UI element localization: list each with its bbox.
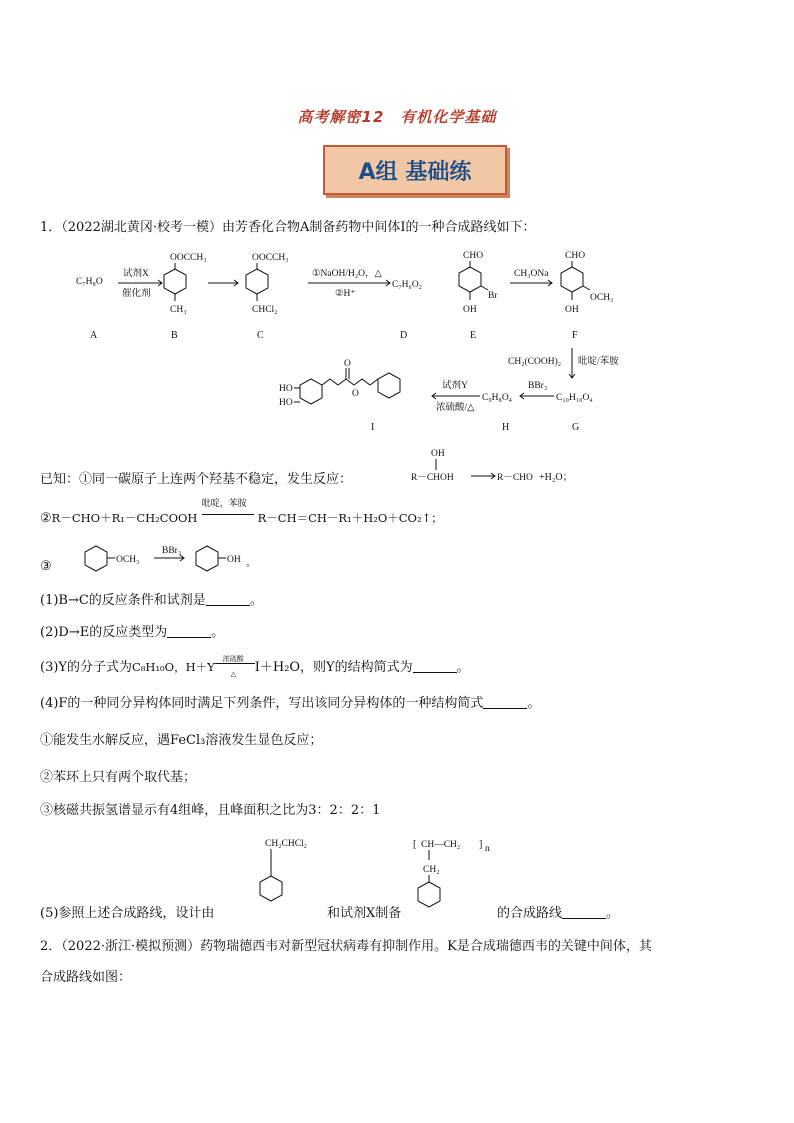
known-1-text: 已知：①同一碳原子上连两个羟基不稳定，发生反应： [40,472,353,487]
q1-intro: 1．（2022湖北黄冈·校考一模）由芳香化合物A制备药物中间体I的一种合成路线如下： [40,220,536,235]
q5-poly-backbone: CH—CH₂ [421,840,461,850]
malonic-label: CH₂(COOH)₂ [508,357,562,367]
q5-poly-n: n [485,844,490,854]
answer-blank-1[interactable] [206,593,250,606]
question-1-3-text-b: ，H＋Y [174,660,215,674]
synthesis-scheme [60,238,700,438]
q2-line-2: 合成路线如图： [40,970,132,985]
question-1-3-text-a: (3)Y的分子式为 [40,660,132,675]
question-1-4-text: (4)F的一种同分异构体同时满足下列条件，写出该同分异构体的一种结构简式 [40,696,484,711]
known-3-oh: OH [227,555,241,565]
question-1-4 [40,694,540,714]
c-oocch3: OOCCH₃ [252,253,289,263]
period-5: 。 [606,906,620,921]
q2-line-1: 2．（2022·浙江·模拟预测）药物瑞德西韦对新型冠状病毒有抑制作用。K是合成瑞德西韦的关键中间体，其 [40,939,652,954]
benzene-q5b [418,882,440,907]
f-cho: CHO [565,251,586,261]
label-a: A [90,330,98,341]
page-header: 高考解密12 有机化学基础 [297,108,497,126]
conc-acid-label: 浓硫酸/△ [436,403,475,413]
svg-text:[: [ [413,839,417,850]
cond-1: ①NaOH/H₂O，△ [312,269,382,279]
question-1-5-mid: 和试剂X制备 [327,906,402,921]
catalyst-label: 催化剂 [122,289,151,299]
benzene-b [164,269,186,294]
label-b: B [171,330,178,341]
y-formula: C₈H₁₀O [132,660,175,674]
fecl3-formula: FeCl₃ [170,733,206,748]
benzene-f [561,267,583,292]
condition-a-text: ①能发生水解反应，遇 [40,733,171,748]
f-oh: OH [565,305,579,315]
condition-b: ②苯环上只有两个取代基； [40,770,197,785]
i-ho1: HO [279,384,293,394]
condition-c: ③核磁共振氢谱显示有4组峰，且峰面积之比为3：2：2：1 [40,803,381,818]
answer-blank-5[interactable] [562,906,606,919]
known-3-num: ③ [40,559,52,574]
period-4: 。 [527,696,541,711]
question-1-2-text: (2)D→E的反应类型为 [40,625,168,640]
known-1-right: R－CHO [497,473,533,483]
benzene-q5a [260,876,282,901]
d-formula: C₇H₆O₂ [392,280,422,290]
c-chcl2: CHCl₂ [252,305,278,315]
label-h: H [502,422,510,433]
question-1-5-text-c: 的合成路线 [497,906,563,921]
known-3-equation [58,542,278,576]
cond-2: ②H⁺ [335,289,356,299]
known-2-arrow [201,499,258,522]
condition-a [40,731,322,751]
label-g: G [572,422,580,433]
g-formula: C₁₀H₁₀O₄ [556,393,593,403]
known-2-arrow-line [202,514,254,515]
known-1-oh: OH [431,449,445,459]
answer-blank-3[interactable] [413,660,457,673]
benzene-i2 [378,373,400,398]
answer-blank-2[interactable] [167,625,211,638]
section-badge [323,145,507,195]
question-1-5-end [497,904,619,924]
label-c: C [257,330,264,341]
question-1-2 [40,623,224,643]
question-1-3-text-c: I＋H₂O，则Y的结构简式为 [254,660,413,675]
label-e: E [470,330,477,341]
svg-text:]: ] [479,839,483,850]
label-i: I [371,422,375,433]
known-2-num: ② [40,511,52,526]
question-1-1 [40,591,263,611]
known-3-bbr3: BBr₃ [162,546,182,556]
known-2-left: R－CHO＋R₁－CH₂COOH [51,511,198,525]
known-1-equation [405,446,585,490]
a-formula: C₇H₈O [76,277,103,287]
b-oocch3: OOCCH₃ [170,253,207,263]
pyridine-label: 吡啶/苯胺 [578,357,619,367]
known-2-cond: 吡啶，苯胺 [201,499,247,509]
known-3-end: 。 [246,558,256,569]
question-1-5-text-a: (5)参照上述合成路线，设计由 [40,906,215,921]
benzene-c [246,269,268,294]
h-formula: C₉H₈O₄ [482,393,512,403]
question-1-1-text: (1)B→C的反应条件和试剂是 [40,593,206,608]
question-1-5 [40,904,214,924]
bbr3-label: BBr₃ [528,381,548,391]
known-2-right: R－CH＝CH－R₁＋H₂O＋CO₂↑； [257,511,443,525]
period-3: 。 [456,660,470,675]
period-2: 。 [211,625,225,640]
reagent-y-label: 试剂Y [442,381,468,391]
benzene-k3b [196,546,218,571]
known-1-tail: +H₂O； [539,472,573,483]
period-1: 。 [249,593,263,608]
reagent-x-label: 试剂X [123,269,149,279]
q5-substrate-group: CH₂CHCl₂ [265,839,307,849]
known-1-left: R－CHOH [411,473,454,483]
section-title: A组 基础练 [358,159,472,185]
e-cho: CHO [463,251,484,261]
i-ester-o: O [352,389,359,399]
benzene-k3a [85,546,107,571]
label-d: D [400,330,408,341]
ch3ona-label: CH₃ONa [514,269,549,279]
answer-blank-4[interactable] [483,696,527,709]
question-1-3 [40,657,470,678]
benzene-e [459,267,481,292]
i-ho2: HO [279,398,293,408]
benzene-i1 [300,379,322,404]
i-carbonyl-o: O [344,359,351,369]
condition-a-text-2: 溶液发生显色反应； [205,733,323,748]
f-och3: OCH₃ [590,293,614,303]
b-ch3: CH₃ [170,305,187,315]
q5-poly-ch2: CH₂ [423,865,440,875]
e-oh: OH [463,305,477,315]
q13-cond: 浓硫酸 [222,655,244,663]
q13-delta: △ [230,670,237,678]
known-2 [40,499,443,529]
e-br: Br [488,291,498,301]
known-3-och3: OCH₃ [116,555,140,565]
question-1-3-arrow [215,655,255,678]
label-f: F [572,330,578,341]
